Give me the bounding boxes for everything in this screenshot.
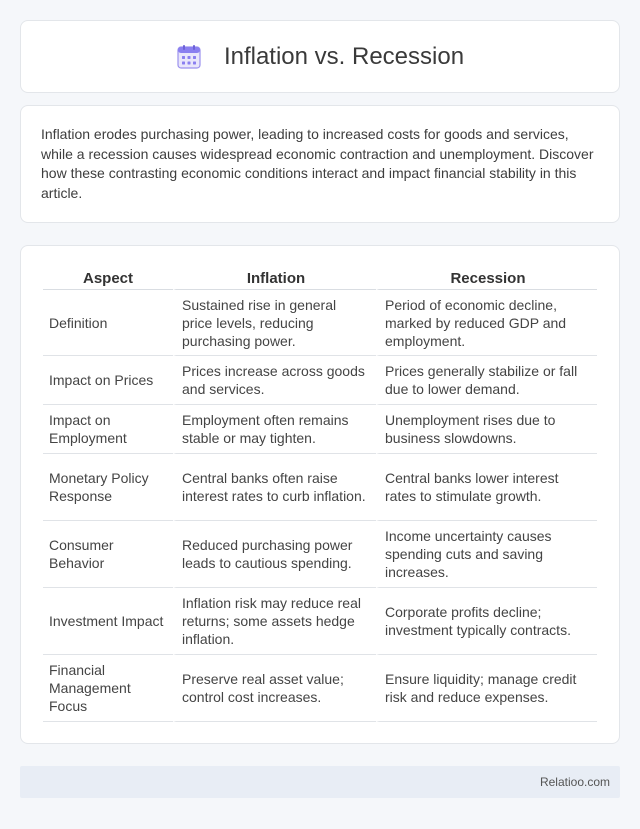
- cell-aspect: Investment Impact: [43, 588, 173, 655]
- title-wrap: [176, 43, 464, 71]
- footer: [20, 766, 620, 798]
- cell-aspect: Financial Management Focus: [43, 655, 173, 722]
- table-row: [43, 356, 597, 405]
- cell-aspect: Consumer Behavior: [43, 521, 173, 588]
- cell-aspect: Monetary Policy Response: [43, 454, 173, 521]
- cell-inflation: Inflation risk may reduce real returns; some assets hedge inflation.: [173, 588, 376, 655]
- cell-recession: Unemployment rises due to business slowdowns.: [376, 405, 597, 454]
- cell-recession: Ensure liquidity; manage credit risk and reduce expenses.: [376, 655, 597, 722]
- table-row: [43, 521, 597, 588]
- table-row: [43, 290, 597, 356]
- cell-aspect: Definition: [43, 290, 173, 356]
- cell-recession: Prices generally stabilize or fall due to lower demand.: [376, 356, 597, 405]
- table-row: [43, 405, 597, 454]
- footer-credit: Relatioo.com: [539, 775, 610, 789]
- cell-aspect: Impact on Prices: [43, 356, 173, 405]
- table-row: [43, 588, 597, 655]
- intro-paragraph: Inflation erodes purchasing power, leading to increased costs for goods and services, while a recession causes widespread economic contraction and unemployment. Discover how these contrasting economic conditions interact and impact financial stability in this article.: [41, 126, 594, 201]
- cell-inflation: Sustained rise in general price levels, reducing purchasing power.: [173, 290, 376, 356]
- table-header-row: [43, 268, 597, 290]
- comparison-card: [20, 245, 620, 744]
- cell-inflation: Reduced purchasing power leads to cautious spending.: [173, 521, 376, 588]
- table-row: [43, 454, 597, 521]
- cell-inflation: Employment often remains stable or may tighten.: [173, 405, 376, 454]
- calendar-icon: [176, 44, 202, 70]
- table-row: [43, 655, 597, 722]
- cell-recession: Period of economic decline, marked by reduced GDP and employment.: [376, 290, 597, 356]
- page-title: Inflation vs. Recession: [223, 42, 465, 70]
- title-card: [20, 20, 620, 93]
- cell-aspect: Impact on Employment: [43, 405, 173, 454]
- cell-recession: Central banks lower interest rates to stimulate growth.: [376, 454, 597, 521]
- header-inflation: Inflation: [173, 268, 376, 290]
- header-recession: Recession: [376, 268, 597, 290]
- cell-inflation: Preserve real asset value; control cost increases.: [173, 655, 376, 722]
- cell-inflation: Prices increase across goods and services.: [173, 356, 376, 405]
- cell-inflation: Central banks often raise interest rates to curb inflation.: [173, 454, 376, 521]
- comparison-table: [43, 268, 597, 722]
- cell-recession: Income uncertainty causes spending cuts and saving increases.: [376, 521, 597, 588]
- header-aspect: Aspect: [43, 268, 173, 290]
- intro-card: [20, 105, 620, 223]
- cell-recession: Corporate profits decline; investment typically contracts.: [376, 588, 597, 655]
